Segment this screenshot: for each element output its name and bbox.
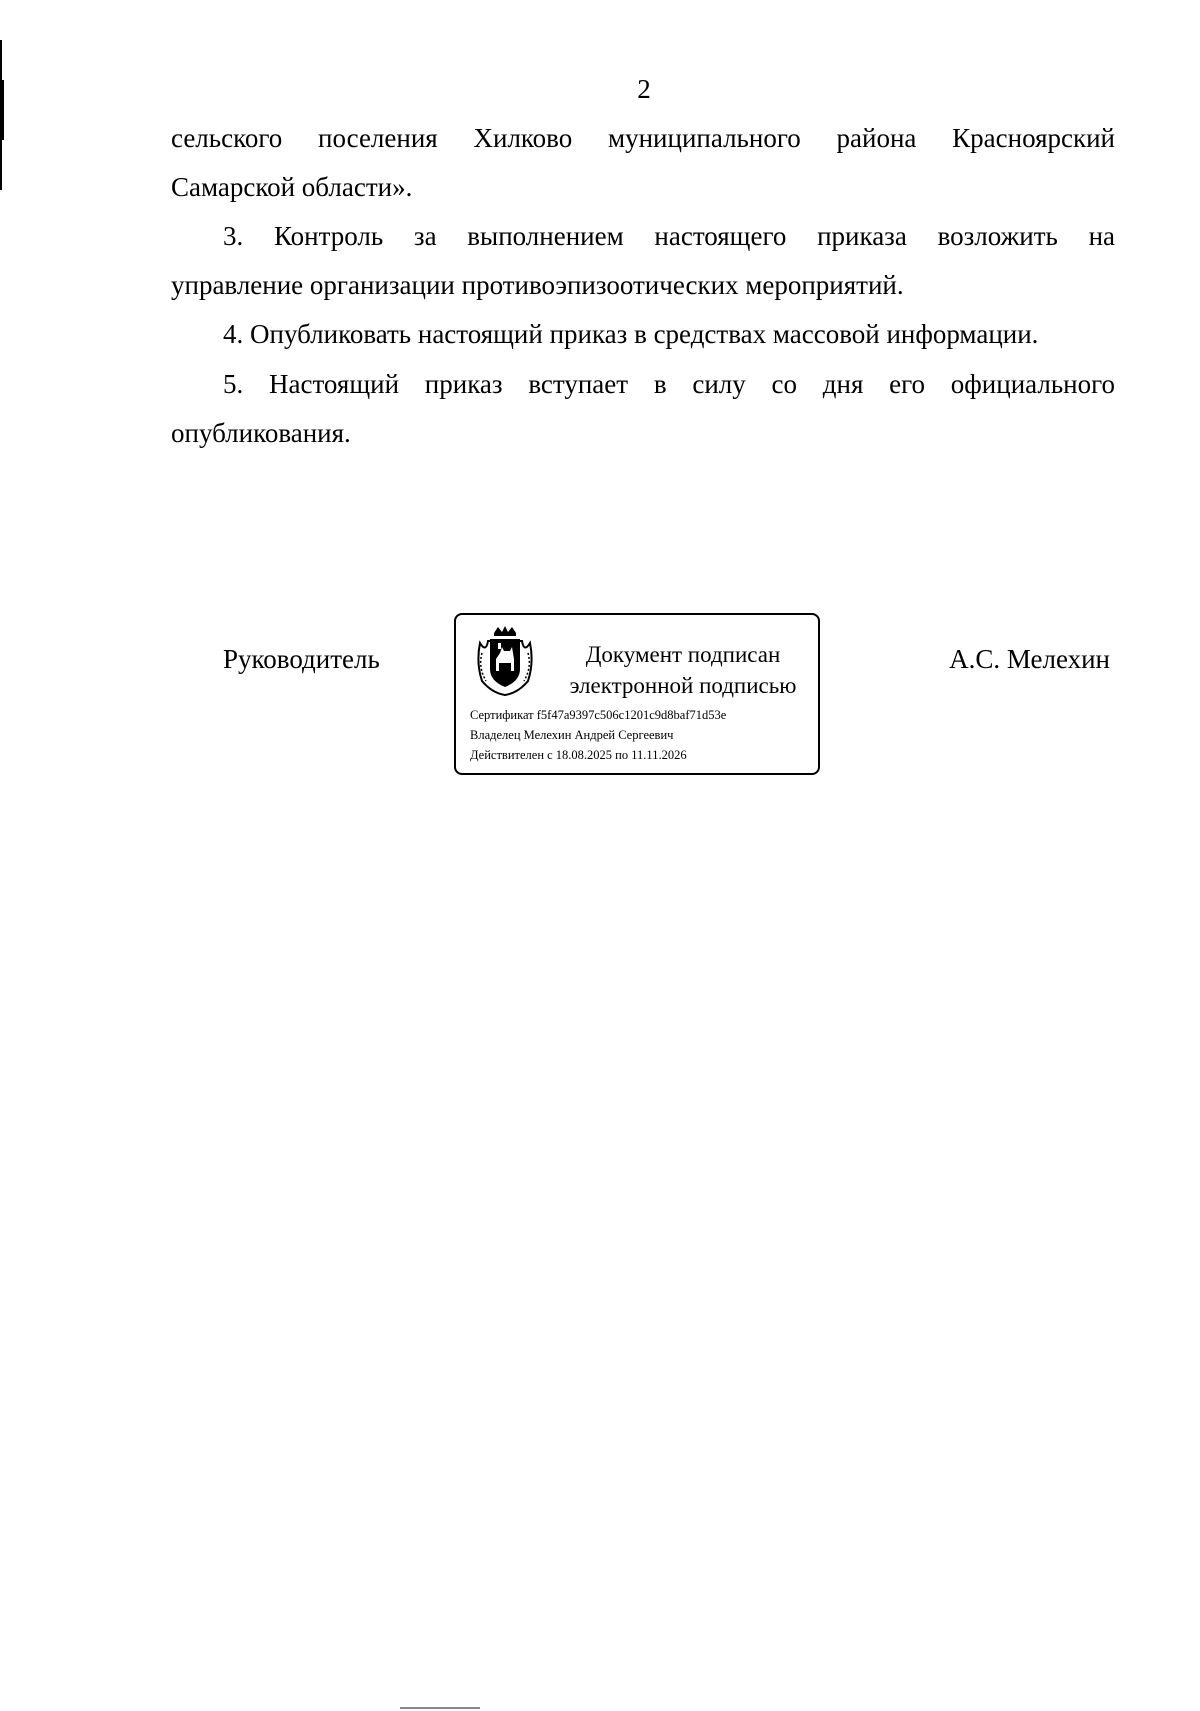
electronic-signature-stamp [454, 613, 820, 775]
paragraph-3 [171, 212, 1115, 310]
text-line: опубликования. [171, 418, 351, 448]
text-line: управление организации противоэпизоотических мероприятий. [171, 270, 904, 300]
paragraph-5 [171, 360, 1115, 458]
certificate-validity: Действителен с 18.08.2025 по 11.11.2026 [470, 748, 687, 762]
text-line: 3. Контроль за выполнением настоящего приказа возложить на [223, 221, 1115, 251]
scan-bottom-mark [400, 1707, 480, 1709]
paragraph-continuation [171, 114, 1115, 212]
certificate-number: Сертификат f5f47a9397c506c1201c9d8baf71d53e [470, 708, 727, 722]
text-line: 4. Опубликовать настоящий приказ в средствах массовой информации. [223, 319, 1039, 349]
stamp-heading-line: электронной подписью [569, 673, 797, 698]
text-line: Самарской области». [171, 172, 413, 202]
text-line: 5. Настоящий приказ вступает в силу со дня его официального [223, 369, 1115, 399]
signer-name: А.С. Мелехин [949, 644, 1110, 674]
page-number: 2 [637, 74, 651, 104]
signer-position: Руководитель [223, 644, 380, 674]
stamp-details [470, 705, 726, 765]
stamp-heading-line: Документ подписан [585, 642, 781, 667]
coat-of-arms-icon [472, 623, 538, 697]
paragraph-4 [171, 310, 1115, 359]
stamp-heading [552, 639, 814, 701]
certificate-owner: Владелец Мелехин Андрей Сергеевич [470, 728, 674, 742]
text-line: сельского поселения Хилково муниципального района Красноярский [171, 123, 1115, 153]
